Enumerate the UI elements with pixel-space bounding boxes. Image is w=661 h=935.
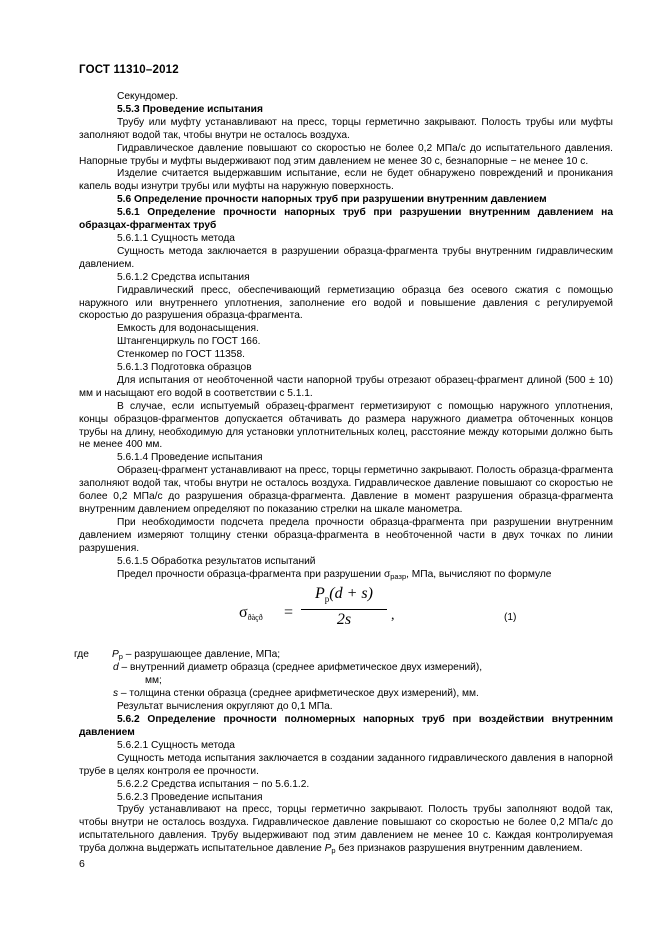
symbol: P (324, 843, 332, 855)
subsection-heading: 5.6.2.3 Проведение испытания (117, 791, 263, 803)
page-number: 6 (79, 858, 85, 870)
text: , МПа, вычисляют по формуле (406, 568, 552, 580)
legend-text: – толщина стенки образца (среднее арифметическое двух измерений), мм. (118, 688, 479, 700)
section-heading: 5.5.3 Проведение испытания (117, 103, 263, 115)
formula-lhs-subscript: ðàçð (247, 613, 263, 623)
paragraph: Емкость для водонасыщения. (117, 323, 259, 335)
paragraph: Штангенциркуль по ГОСТ 166. (117, 336, 261, 348)
paragraph: 5.6.2.2 Средства испытания − по 5.6.1.2. (117, 778, 310, 790)
legend-unit: мм; (145, 675, 162, 687)
paragraph: Образец-фрагмент устанавливают на пресс, торцы герметично закрывают. Полость образца-фрагмента заполняют водой так, чтобы внутри не осталось воздуха. Гидравлическое давление повышают со скоростью не более 0,2 МПа/с до разрушения образца-фрагмента. Давление в момент разрушения образца-фрагмента внутренним давлением определяют по показанию стрелки на шкале манометра. (79, 465, 613, 515)
formula-p-subscript: р (324, 594, 330, 605)
paragraph (79, 569, 613, 584)
subsection-heading: 5.6.1.4 Проведение испытания (117, 452, 263, 464)
subsection-heading: 5.6.2.1 Сущность метода (117, 739, 235, 751)
symbol: P (112, 649, 119, 661)
paragraph: При необходимости подсчета предела прочности образца-фрагмента при разрушении внутренним давлением измеряют толщину стенки образца-фрагмента в необточенной части в двух точках по линии разрушения. (79, 516, 613, 554)
legend-text: – внутренний диаметр образца (среднее арифметическое двух измерений), (118, 662, 483, 674)
paragraph: Секундомер. (117, 91, 179, 102)
formula-fraction (301, 585, 387, 628)
formula-denominator: 2s (336, 610, 352, 628)
legend-where: где (74, 649, 89, 661)
formula-numerator (301, 585, 387, 608)
paragraph: Стенкомер по ГОСТ 11358. (117, 349, 245, 361)
subsection-heading: 5.6.1.3 Подготовка образцов (117, 362, 252, 374)
subsection-heading: 5.6.1.1 Сущность метода (117, 232, 235, 244)
legend-item-p (112, 649, 280, 664)
symbol: d (113, 662, 119, 674)
text-subscript: разр (390, 571, 407, 581)
formula-1 (79, 585, 613, 645)
formula-number: (1) (504, 612, 517, 624)
legend-text: – разрушающее давление, МПа; (122, 649, 281, 661)
section-heading: 5.6.1 Определение прочности напорных труб при разрушении внутренним давлением на образцах-фрагментах труб (79, 207, 613, 232)
section-heading: 5.6.2 Определение прочности полномерных напорных труб при воздействии внутренним давлением (79, 714, 613, 738)
formula-sigma: σ (239, 604, 248, 622)
formula-p: P (315, 585, 325, 603)
paragraph: Сущность метода испытания заключается в создании заданного гидравлического давления в напорной трубе в целях контроля ее прочности. (79, 752, 613, 777)
paragraph: Сущность метода заключается в разрушении образца-фрагмента трубы внутренним гидравлическим давлением. (79, 245, 613, 270)
formula-lhs (239, 604, 263, 625)
document-body (74, 91, 613, 858)
paragraph: Для испытания от необточенной части напорной трубы отрезают образец-фрагмент длиной (500 ± 10) мм и насыщают его водой в соответствии с 5.1.1. (79, 374, 613, 399)
document-header: ГОСТ 11310–2012 (79, 64, 179, 76)
paragraph: Трубу или муфту устанавливают на пресс, торцы герметично закрывают. Полость трубы или муфты заполняют водой так, чтобы внутри не осталось воздуха. (79, 116, 613, 141)
legend-item-d (79, 662, 613, 675)
formula-numerator-rest: (d + s) (329, 585, 373, 603)
subsection-heading: 5.6.1.5 Обработка результатов испытаний (117, 555, 316, 567)
symbol-subscript: р (118, 652, 123, 662)
legend-item-s (79, 688, 613, 701)
symbol-subscript: р (331, 846, 336, 856)
section-heading: 5.6 Определение прочности напорных труб при разрушении внутренним давлением (117, 194, 547, 206)
legend-row (74, 649, 613, 662)
paragraph: В случае, если испытуемый образец-фрагмент герметизируют с помощью наружного уплотнения, концы образцов-фрагментов допускается обтачивать до размера наружного диаметра обточенных концов трубы на длину, необходимую для установки уплотнительных колец, расстояние между которыми должно быть не менее 400 мм. (79, 400, 613, 451)
text: Предел прочности образца-фрагмента при разрушении σ (117, 568, 391, 580)
formula-comma: , (391, 608, 395, 624)
text: без признаков разрушения внутренним давлением. (335, 843, 583, 855)
symbol: s (113, 688, 119, 700)
paragraph: Изделие считается выдержавшим испытание, если не будет обнаружено повреждений и проникания капель воды изнутри трубы или муфты на наружную поверхность. (79, 168, 613, 193)
paragraph: Гидравлическое давление повышают со скоростью не более 0,2 МПа/с до испытательного давления. Напорные трубы и муфты выдерживают под этим давлением не менее 30 с, безнапорные − не менее 10 с. (79, 142, 613, 167)
paragraph (79, 804, 613, 858)
paragraph: Результат вычисления округляют до 0,1 МПа. (117, 701, 333, 713)
paragraph: Гидравлический пресс, обеспечивающий герметизацию образца без осевого сжатия с помощью наружного или внутреннего уплотнения, заполнение его водой и повышение давления с регулируемой скоростью до разрушения образца-фрагмента. (79, 284, 613, 322)
formula-equals: = (284, 604, 294, 622)
subsection-heading: 5.6.1.2 Средства испытания (117, 271, 250, 283)
text: Трубу устанавливают на пресс, торцы герметично закрывают. Полость трубы заполняют водой так, чтобы внутри не осталось воздуха. Гидравлическое давление повышают со скоростью не более 0,2 МПа/с до испытательного давления. Трубу выдерживают под этим давлением не менее 10 с. Каждая контролируемая труба должна выдержать испытательное давление (79, 804, 613, 855)
